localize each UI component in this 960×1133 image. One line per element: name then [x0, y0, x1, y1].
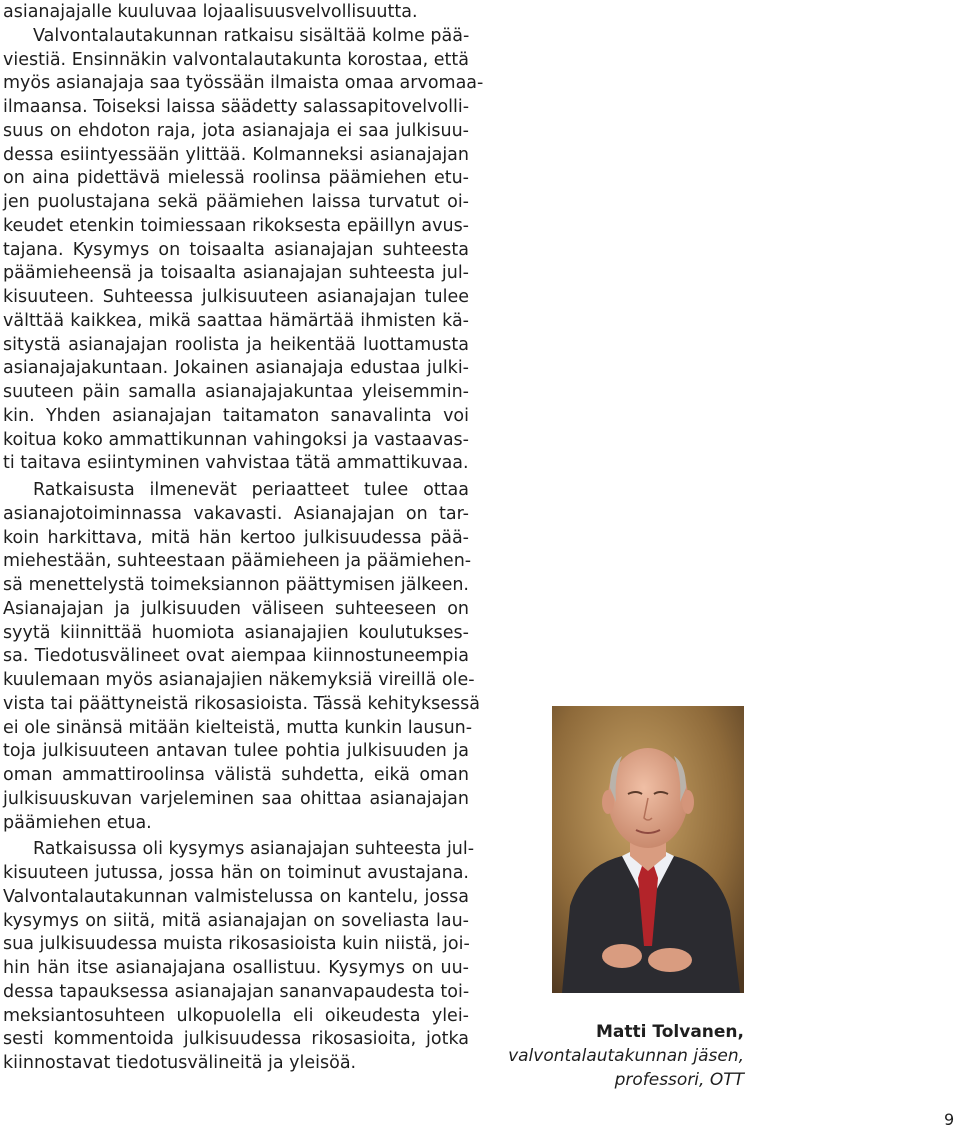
text-line: asianajotoiminnassa vakavasti. Asianajajan on tar-: [3, 503, 469, 524]
text-line: kisuuteen. Suhteessa julkisuuteen asianajajan tulee: [3, 287, 469, 307]
text-line: ei ole sinänsä mitään kielteistä, mutta kunkin lausun-: [3, 717, 473, 738]
text-line: Valvontalautakunnan ratkaisu sisältää kolme pää-: [33, 25, 470, 46]
text-line: sä menettelystä toimeksiannon päättymisen jälkeen.: [3, 575, 469, 595]
text-line: keudet etenkin toimiessaan rikoksesta epäillyn avus-: [3, 215, 469, 236]
text-line: jen puolustajana sekä päämiehen laissa turvatut oi-: [3, 192, 469, 212]
text-line: sesti kommentoida julkisuudessa rikosasioita, jotka: [3, 1029, 469, 1050]
text-line: hin hän itse asianajajana osallistuu. Kysymys on uu-: [3, 958, 469, 978]
caption-role-1: valvontalautakunnan jäsen,: [508, 1046, 744, 1066]
text-line: välttää kaikkea, mikä saattaa hämärtää ihmisten kä-: [3, 310, 469, 331]
portrait-photo: [552, 706, 744, 993]
text-line: kisuuteen jutussa, jossa hän on toiminut avustajana.: [3, 863, 469, 883]
text-line: Ratkaisusta ilmenevät periaatteet tulee ottaa: [33, 480, 469, 500]
text-line: vista tai päättyneistä rikosasioista. Tässä kehityksessä: [3, 693, 480, 714]
page-number: 9: [944, 1110, 955, 1129]
text-line: sitystä asianajajan roolista ja heikentää luottamusta: [3, 334, 469, 355]
text-line: toja julkisuuteen antavan tulee pohtia julkisuuden ja: [3, 741, 469, 762]
text-line: dessa esiintyessään ylittää. Kolmanneksi asianajajan: [3, 144, 469, 165]
text-line: tajana. Kysymys on toisaalta asianajajan suhteesta: [3, 239, 469, 260]
text-line: asianajajalle kuuluvaa lojaalisuusvelvollisuutta.: [3, 2, 418, 22]
photo-caption: [484, 1020, 744, 1092]
text-line: julkisuuskuvan varjeleminen saa ohittaa asianajajan: [3, 788, 469, 809]
text-line: on aina pidettävä mielessä roolinsa päämiehen etu-: [3, 168, 469, 189]
text-line: myös asianajaja saa työssään ilmaista omaa arvomaa-: [3, 73, 484, 94]
text-line: kiinnostavat tiedotusvälineitä ja yleisöä.: [3, 1053, 357, 1073]
text-line: Asianajajan ja julkisuuden väliseen suhteeseen on: [3, 598, 469, 619]
text-line: ti taitava esiintyminen vahvistaa tätä ammattikuvaa.: [3, 453, 469, 474]
text-line: dessa tapauksessa asianajajan sananvapaudesta toi-: [3, 981, 470, 1002]
text-line: koin harkittava, mitä hän kertoo julkisuudessa pää-: [3, 527, 469, 548]
text-line: Valvontalautakunnan valmistelussa on kantelu, jossa: [3, 886, 469, 907]
text-line: kuulemaan myös asianajajien näkemyksiä vireillä ole-: [3, 670, 475, 690]
text-line: kysymys on siitä, mitä asianajajan on soveliasta lau-: [3, 910, 469, 931]
text-line: sua julkisuudessa muista rikosasioista kuin niistä, joi-: [3, 934, 470, 955]
text-line: koitua koko ammattikunnan vahingoksi ja vastaavas-: [3, 429, 469, 450]
portrait-illustration: [552, 706, 744, 993]
text-line: päämieheensä ja toisaalta asianajajan suhteesta jul-: [3, 263, 469, 284]
text-line: viestiä. Ensinnäkin valvontalautakunta korostaa, että: [3, 49, 469, 70]
text-line: syytä kiinnittää huomiota asianajajien koulutukses-: [3, 622, 469, 643]
text-line: asianajajakuntaan. Jokainen asianajaja edustaa julki-: [3, 358, 469, 379]
text-line: kin. Yhden asianajajan taitamaton sanavalinta voi: [3, 405, 469, 426]
text-line: ilmaansa. Toiseksi laissa säädetty salassapitovelvolli-: [3, 97, 470, 117]
text-line: miehestään, suhteestaan päämieheen ja päämiehen-: [3, 551, 472, 572]
text-line: suus on ehdoton raja, jota asianajaja ei saa julkisuu-: [3, 120, 469, 141]
text-line: meksiantosuhteen ulkopuolella eli oikeudesta ylei-: [3, 1005, 469, 1026]
caption-name: Matti Tolvanen,: [596, 1022, 744, 1042]
text-line: oman ammattiroolinsa välistä suhdetta, eikä oman: [3, 765, 469, 785]
caption-role-2: professori, OTT: [614, 1070, 744, 1090]
text-line: sa. Tiedotusvälineet ovat aiempaa kiinnostuneempia: [3, 646, 469, 667]
text-line: suuteen päin samalla asianajajakuntaa yleisemmin-: [3, 382, 469, 402]
text-line: Ratkaisussa oli kysymys asianajajan suhteesta jul-: [33, 839, 475, 860]
text-line: päämiehen etua.: [3, 812, 152, 833]
